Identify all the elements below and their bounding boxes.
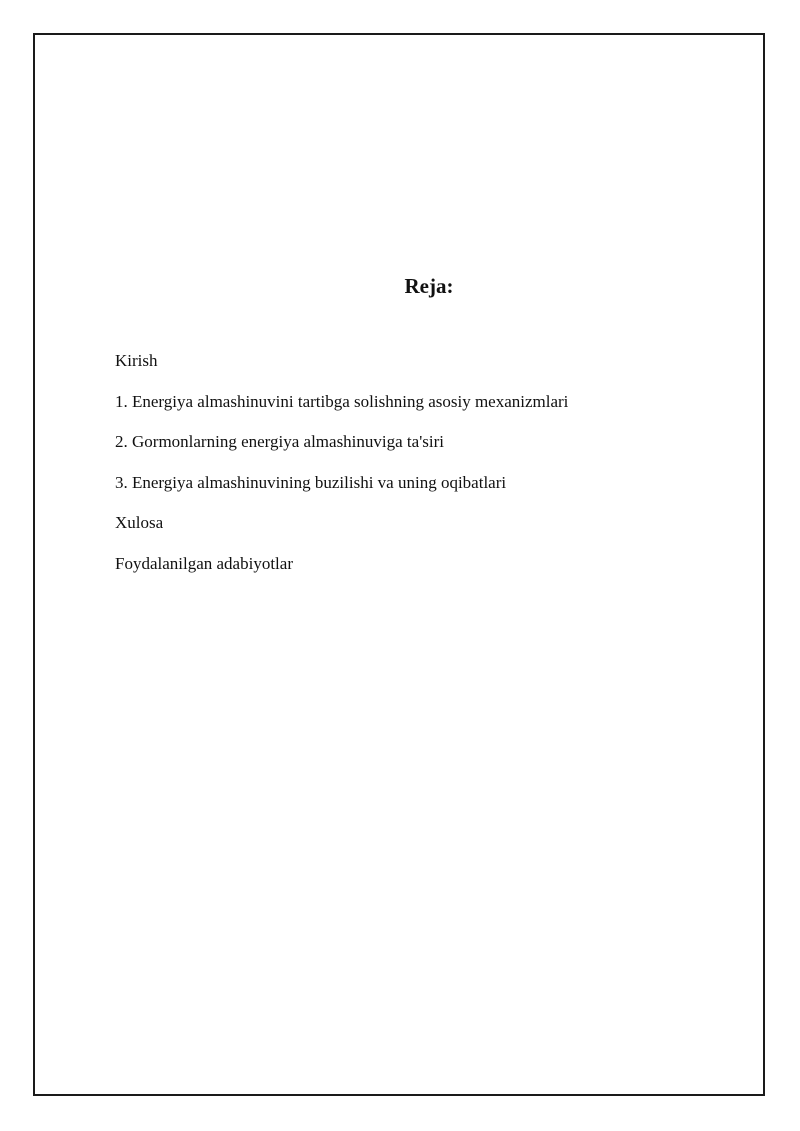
plan-list: [115, 348, 568, 591]
plan-item-introduction: Kirish: [115, 351, 158, 370]
plan-item-conclusion: Xulosa: [115, 513, 164, 532]
page-title: Reja:: [404, 274, 454, 298]
plan-item-2: 2. Gormonlarning energiya almashinuviga ta'siri: [115, 432, 444, 451]
plan-item-3: 3. Energiya almashinuvining buzilishi va uning oqibatlari: [115, 472, 507, 492]
plan-item-1: 1. Energiya almashinuvini tartibga solishning asosiy mexanizmlari: [115, 391, 569, 411]
plan-item-references: Foydalanilgan adabiyotlar: [115, 553, 293, 573]
